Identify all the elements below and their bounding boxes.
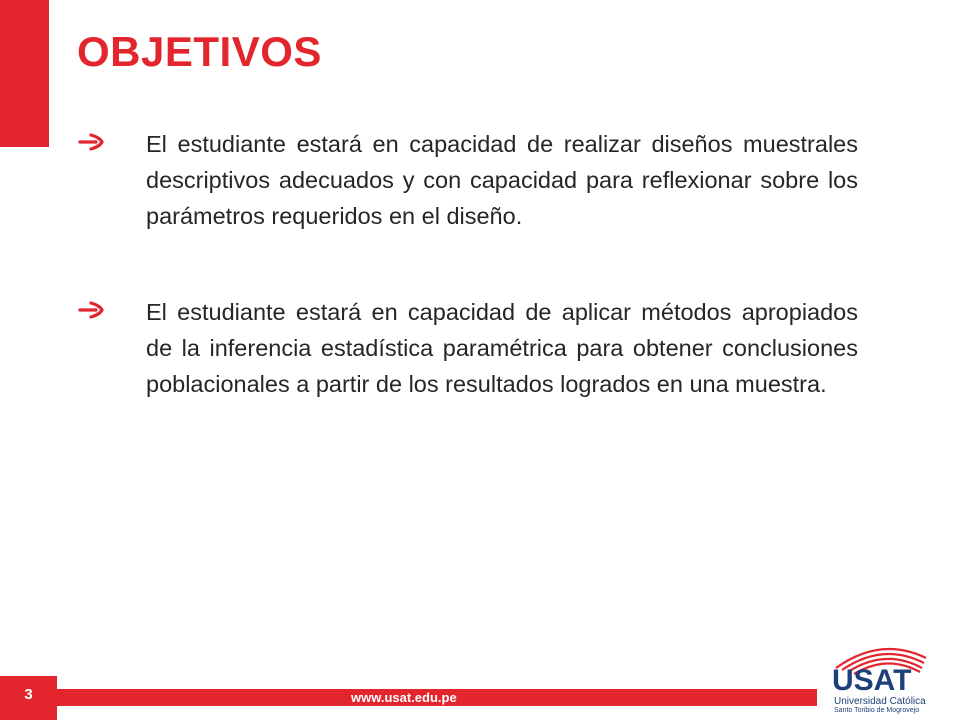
objective-text: El estudiante estará en capacidad de realizar diseños muestrales descriptivos adecuados y con capacidad para reflexionar sobre los parámetros requeridos en el diseño.: [146, 131, 858, 229]
left-accent-bar: [0, 0, 49, 147]
objective-item: [78, 294, 858, 402]
logo-university-name: Universidad Católica: [834, 696, 926, 707]
slide-title: OBJETIVOS: [77, 28, 322, 75]
logo-university-subname: Santo Toribio de Mogrovejo: [834, 707, 920, 714]
right-arrow-icon: [78, 300, 104, 320]
footer-url: www.usat.edu.pe: [351, 690, 457, 705]
page-number: 3: [24, 686, 33, 703]
right-arrow-icon: [78, 132, 104, 152]
objective-text: El estudiante estará en capacidad de aplicar métodos apropiados de la inferencia estadística paramétrica para obtener conclusiones poblacionales a partir de los resultados logrados en una muestra.: [146, 299, 858, 397]
usat-logo: USAT: [832, 664, 912, 697]
objective-item: [78, 126, 858, 234]
